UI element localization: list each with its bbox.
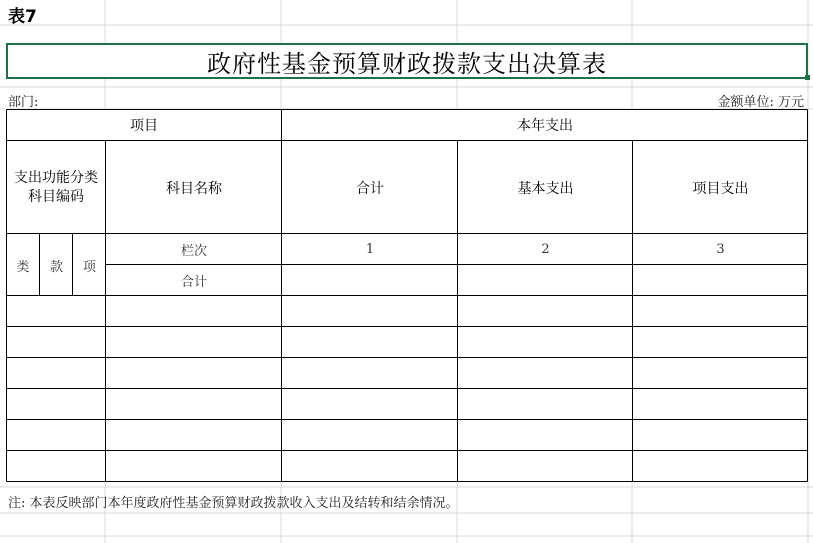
column-number-3: 3	[716, 242, 725, 257]
header-project-expense: 项目支出	[692, 180, 749, 197]
sheet-label: 表7	[8, 7, 37, 27]
total-row-label: 合计	[180, 275, 207, 290]
header-project-group: 项目	[130, 118, 158, 134]
header-subject-name: 科目名称	[166, 180, 222, 197]
code-col-kuan: 款	[49, 259, 63, 275]
unit-label: 金额单位: 万元	[717, 95, 804, 110]
report-title[interactable]: 政府性基金预算财政拨款支出决算表	[6, 43, 808, 79]
header-function-code: 支出功能分类科目编码	[14, 169, 98, 205]
header-total: 合计	[356, 180, 384, 197]
header-annual-expense: 本年支出	[517, 118, 573, 134]
column-row-label: 栏次	[180, 244, 207, 259]
header-basic-expense: 基本支出	[517, 180, 574, 197]
column-number-2: 2	[541, 242, 550, 257]
code-col-lei: 类	[16, 259, 30, 275]
footnote: 注: 本表反映部门本年度政府性基金预算财政拨款收入支出及结转和结余情况。	[8, 496, 459, 511]
selection-fill-handle[interactable]	[805, 75, 810, 80]
department-label: 部门:	[8, 95, 39, 110]
column-number-1: 1	[365, 242, 375, 257]
code-col-xiang: 项	[82, 259, 96, 275]
